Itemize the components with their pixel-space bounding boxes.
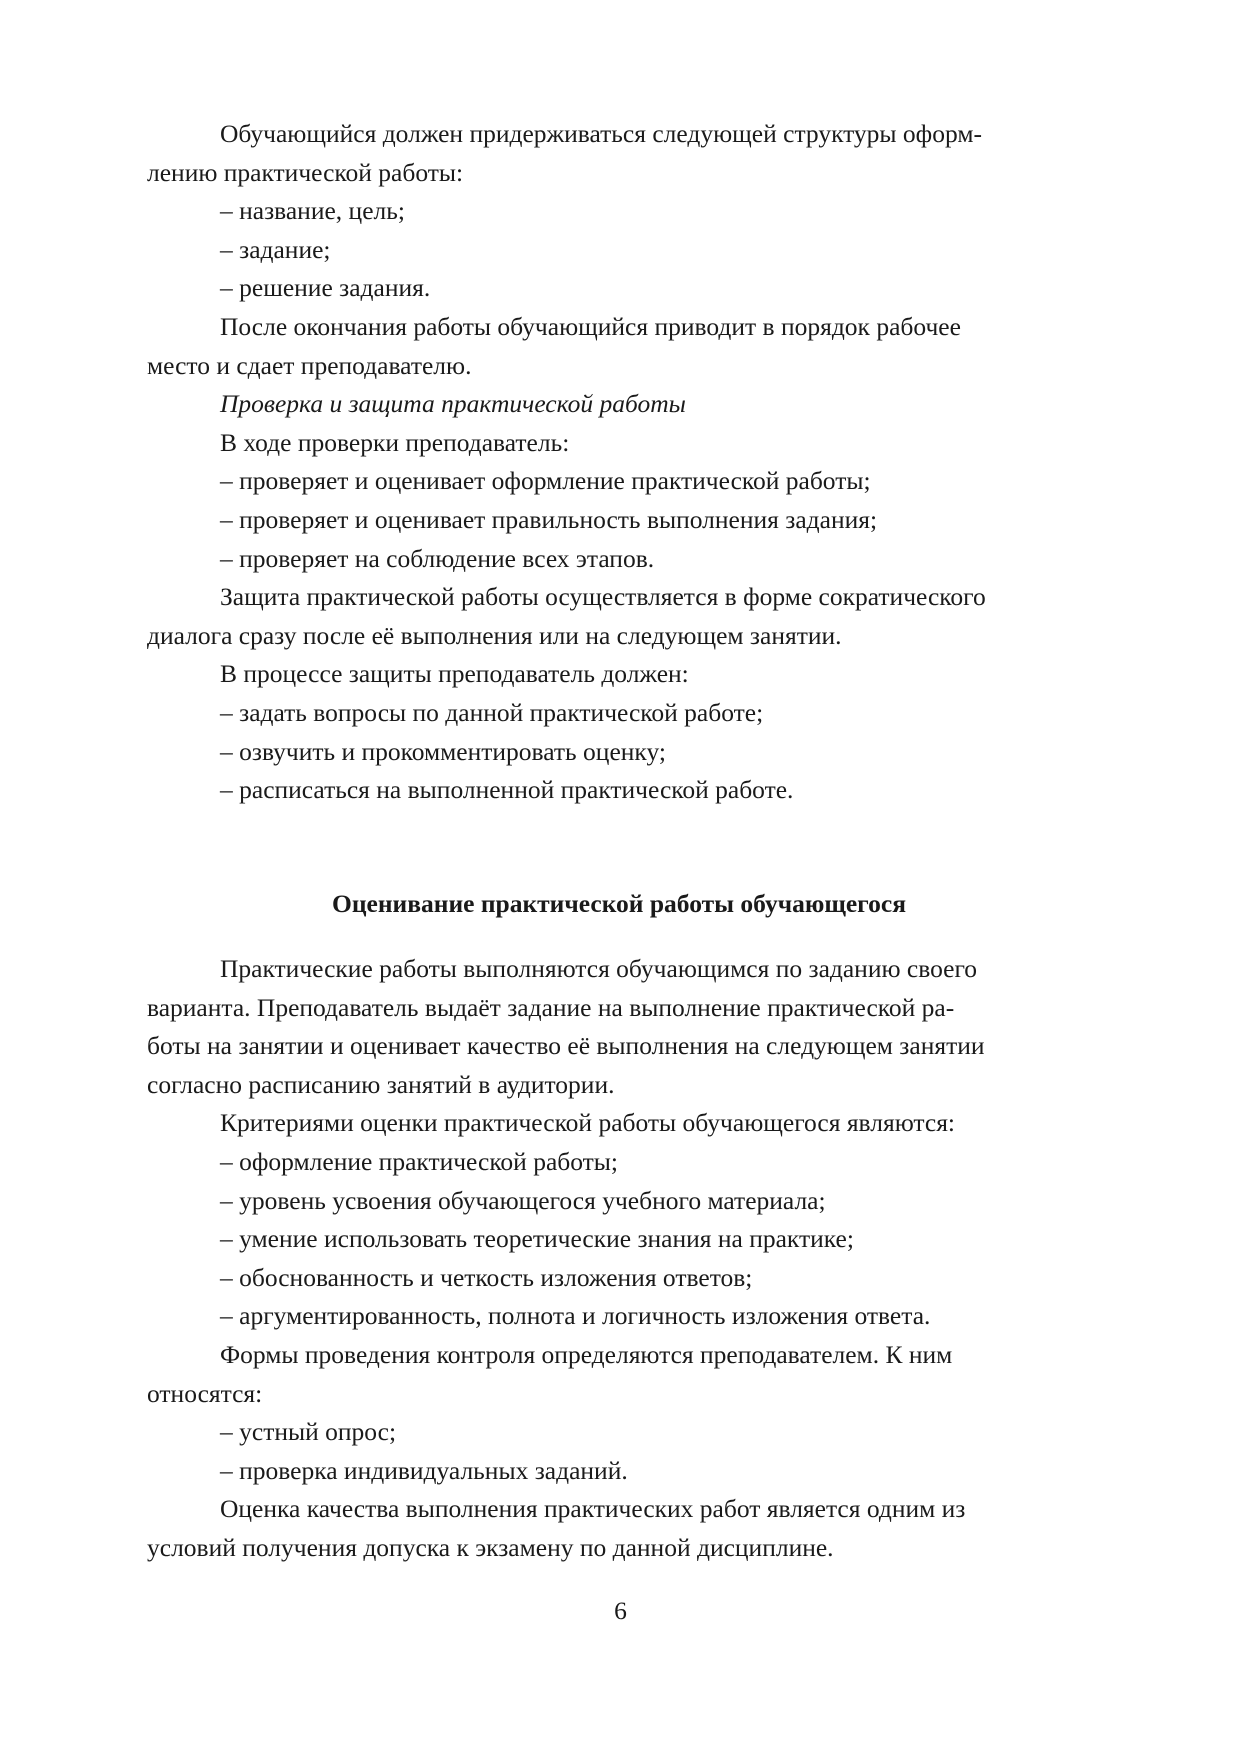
section-heading-evaluation: Оценивание практической работы обучающегося [332,889,906,918]
page-number: 6 [614,1596,627,1625]
list-item: – проверяет на соблюдение всех этапов. [220,543,655,573]
paragraph-structure-line-2: лению практической работы: [147,157,464,187]
paragraph-tasks-line-1: Практические работы выполняются обучающимся по заданию своего [220,954,978,983]
list-item: – расписаться на выполненной практической работе. [220,775,794,805]
paragraph-after-work-line-1: После окончания работы обучающийся приводит в порядок рабочее [220,311,961,341]
subheading-check-and-defense: Проверка и защита практической работы [220,389,686,419]
list-item: – задание; [220,234,331,264]
paragraph-defense-intro: В процессе защиты преподаватель должен: [220,659,689,689]
list-item: – озвучить и прокомментировать оценку; [220,736,666,766]
list-item: – проверка индивидуальных заданий. [220,1455,628,1485]
paragraph-tasks-line-2: варианта. Преподаватель выдаёт задание на выполнение практической ра- [147,992,955,1022]
list-item: – проверяет и оценивает оформление практической работы; [220,466,871,496]
list-item: – решение задания. [220,273,431,303]
paragraph-criteria-intro: Критериями оценки практической работы обучающегося являются: [220,1108,956,1138]
list-item: – название, цель; [220,196,405,226]
list-item: – оформление практической работы; [220,1146,619,1176]
section-evaluation [147,950,1091,1568]
paragraph-control-forms-line-1: Формы проведения контроля определяются преподавателем. К ним [220,1339,953,1369]
paragraph-exam-line-1: Оценка качества выполнения практических работ является одним из [220,1494,966,1524]
list-item: – обоснованность и четкость изложения ответов; [220,1262,753,1292]
paragraph-structure-line-1: Обучающийся должен придерживаться следующей структуры оформ- [220,119,982,148]
paragraph-tasks-line-3: боты на занятии и оценивает качество её выполнения на следующем занятии [147,1031,985,1061]
list-item: – задать вопросы по данной практической работе; [220,697,764,727]
section-practical-work-structure [147,115,1091,810]
list-item: – аргументированность, полнота и логичность изложения ответа. [220,1301,931,1331]
paragraph-defense-line-1: Защита практической работы осуществляется в форме сократического [220,582,986,612]
list-item: – проверяет и оценивает правильность выполнения задания; [220,504,878,534]
paragraph-after-work-line-2: место и сдает преподавателю. [147,350,472,380]
list-item: – устный опрос; [220,1417,397,1447]
list-item: – умение использовать теоретические знания на практике; [220,1224,854,1254]
paragraph-check-intro: В ходе проверки преподаватель: [220,427,570,457]
paragraph-defense-line-2: диалога сразу после её выполнения или на следующем занятии. [147,620,842,650]
paragraph-control-forms-line-2: относятся: [147,1378,263,1408]
paragraph-tasks-line-4: согласно расписанию занятий в аудитории. [147,1069,615,1099]
paragraph-exam-line-2: условий получения допуска к экзамену по данной дисциплине. [147,1532,834,1562]
list-item: – уровень усвоения обучающегося учебного материала; [220,1185,826,1215]
